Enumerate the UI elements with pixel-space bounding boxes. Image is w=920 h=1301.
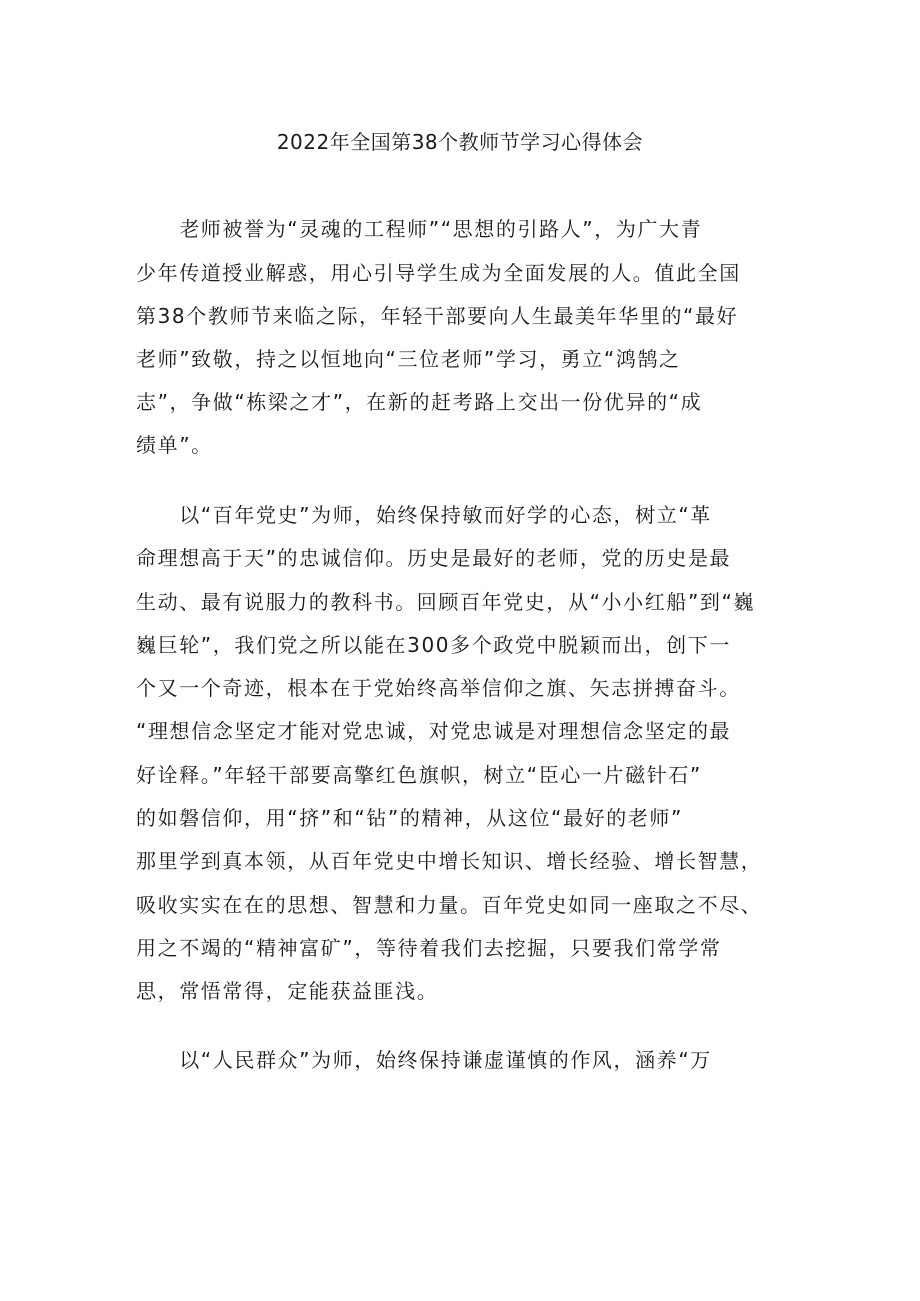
text-line: 命理想高于天”的忠诚信仰。历史是最好的老师，党的历史是最	[136, 546, 732, 570]
text-line: 生动、最有说服力的教科书。回顾百年党史，从“小小红船”到“巍	[136, 590, 756, 614]
text-line: 巍巨轮”，我们党之所以能在300多个政党中脱颖而出，创下一	[136, 633, 731, 657]
text-line: 好诠释。”年轻干部要高擎红色旗帜，树立“臣心一片磁针石”	[136, 763, 702, 787]
text-line: 绩单”。	[136, 433, 213, 457]
text-line: 个又一个奇迹，根本在于党始终高举信仰之旗、矢志拼搏奋斗。	[136, 676, 741, 700]
text-line: 老师被誉为“灵魂的工程师”“思想的引路人”，为广大青	[136, 217, 703, 241]
text-line: “理想信念坚定才能对党忠诚，对党忠诚是对理想信念坚定的最	[136, 719, 732, 743]
text-line: 以“百年党史”为师，始终保持敏而好学的心态，树立“革	[136, 503, 712, 527]
text-line: 的如磐信仰，用“挤”和“钻”的精神，从这位“最好的老师”	[136, 806, 683, 830]
text-line: 老师”致敬，持之以恒地向“三位老师”学习，勇立“鸿鹄之	[136, 347, 681, 371]
text-line: 用之不竭的“精神富矿”，等待着我们去挖掘，只要我们常学常	[136, 936, 722, 960]
text-line: 思，常悟常得，定能获益匪浅。	[136, 979, 439, 1003]
text-line: 吸收实实在在的思想、智慧和力量。百年党史如同一座取之不尽、	[136, 893, 763, 917]
text-line: 第38个教师节来临之际，年轻干部要向人生最美年华里的“最好	[136, 304, 739, 328]
document-title: 2022年全国第38个教师节学习心得体会	[276, 130, 644, 154]
text-line: 以“人民群众”为师，始终保持谦虚谨慎的作风，涵养“万	[136, 1048, 712, 1072]
text-line: 志”，争做“栋梁之才”，在新的赶考路上交出一份优异的“成	[136, 390, 703, 414]
text-line: 少年传道授业解惑，用心引导学生成为全面发展的人。值此全国	[136, 261, 741, 285]
text-line: 那里学到真本领，从百年党史中增长知识、增长经验、增长智慧，	[136, 849, 763, 873]
